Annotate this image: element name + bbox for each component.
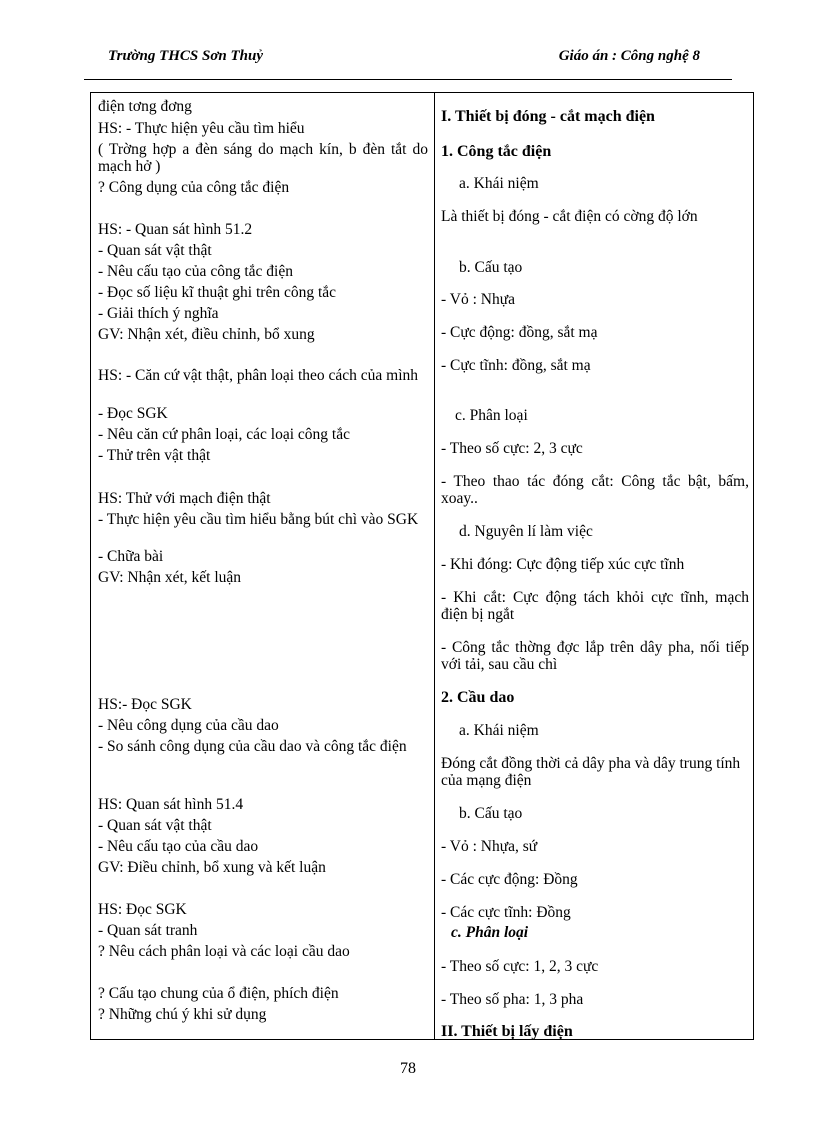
text-line: HS: Đọc SGK bbox=[98, 901, 187, 918]
text-line: HS: Thử với mạch điện thật bbox=[98, 490, 271, 507]
text-line: - Quan sát tranh bbox=[98, 922, 198, 939]
text-line: - Quan sát vật thật bbox=[98, 242, 212, 259]
column-divider bbox=[434, 93, 435, 1039]
header-subject: Giáo án : Công nghệ 8 bbox=[558, 48, 700, 64]
subheading: a. Khái niệm bbox=[459, 722, 539, 739]
text-line: ( Trờng hợp a đèn sáng do mạch kín, b đèn tắt do mạch hở ) bbox=[98, 141, 428, 175]
text-line: - Các cực tĩnh: Đồng bbox=[441, 904, 571, 921]
text-line: - Đọc SGK bbox=[98, 405, 168, 422]
text-line: - Khi đóng: Cực động tiếp xúc cực tĩnh bbox=[441, 556, 685, 573]
text-line: GV: Điều chỉnh, bổ xung và kết luận bbox=[98, 859, 326, 876]
text-line: - Các cực động: Đồng bbox=[441, 871, 578, 888]
section-heading: 1. Công tắc điện bbox=[441, 143, 552, 160]
text-line: - Vỏ : Nhựa bbox=[441, 291, 515, 308]
text-line: Là thiết bị đóng - cắt điện có cờng độ lớn bbox=[441, 208, 698, 225]
header-school: Trường THCS Sơn Thuỷ bbox=[108, 48, 263, 64]
subheading: c. Phân loại bbox=[455, 407, 528, 424]
page-number: 78 bbox=[400, 1060, 416, 1077]
text-line: - Nêu căn cứ phân loại, các loại công tắc bbox=[98, 426, 350, 443]
subheading: d. Nguyên lí làm việc bbox=[459, 523, 593, 540]
text-line: ? Những chú ý khi sử dụng bbox=[98, 1006, 267, 1023]
subheading: a. Khái niệm bbox=[459, 175, 539, 192]
text-line: HS:- Đọc SGK bbox=[98, 696, 192, 713]
text-line: - Nêu cấu tạo của cầu dao bbox=[98, 838, 259, 855]
text-line: - Theo số cực: 2, 3 cực bbox=[441, 440, 583, 457]
text-line: ? Công dụng của công tắc điện bbox=[98, 179, 290, 196]
text-line: ? Nêu cách phân loại và các loại cầu dao bbox=[98, 943, 350, 960]
text-line: ? Cấu tạo chung của ổ điện, phích điện bbox=[98, 985, 339, 1002]
text-line: - Giải thích ý nghĩa bbox=[98, 305, 219, 322]
text-line: - Công tắc thờng đợc lắp trên dây pha, nối tiếp với tải, sau cầu chì bbox=[441, 639, 749, 673]
text-line: HS: - Quan sát hình 51.2 bbox=[98, 221, 253, 238]
section-heading: I. Thiết bị đóng - cắt mạch điện bbox=[441, 108, 655, 125]
page-header bbox=[108, 48, 700, 72]
text-line: - Đọc số liệu kĩ thuật ghi trên công tắc bbox=[98, 284, 337, 301]
text-line: GV: Nhận xét, điều chỉnh, bổ xung bbox=[98, 326, 315, 343]
section-heading: II. Thiết bị lấy điện bbox=[441, 1023, 573, 1040]
text-line: - Nêu công dụng của cầu dao bbox=[98, 717, 279, 734]
text-line: - Khi cắt: Cực động tách khỏi cực tĩnh, mạch điện bị ngắt bbox=[441, 589, 749, 623]
text-line: - Nêu cấu tạo của công tắc điện bbox=[98, 263, 293, 280]
text-line: - Theo thao tác đóng cắt: Công tắc bật, bấm, xoay.. bbox=[441, 473, 749, 507]
text-line: điện tơng đơng bbox=[98, 98, 192, 115]
text-line: - Thử trên vật thật bbox=[98, 447, 211, 464]
text-line: - Chữa bài bbox=[98, 548, 164, 565]
section-heading: 2. Cầu dao bbox=[441, 689, 515, 706]
lesson-table bbox=[90, 92, 754, 1040]
text-line: - Cực tĩnh: đồng, sắt mạ bbox=[441, 357, 591, 374]
subheading: b. Cấu tạo bbox=[459, 259, 523, 276]
text-line: - Vỏ : Nhựa, sứ bbox=[441, 838, 538, 855]
subheading: b. Cấu tạo bbox=[459, 805, 523, 822]
text-line: HS: Quan sát hình 51.4 bbox=[98, 796, 244, 813]
text-line: - So sánh công dụng của cầu dao và công tắc điện bbox=[98, 738, 407, 755]
text-line: - Cực động: đồng, sắt mạ bbox=[441, 324, 598, 341]
text-line: Đóng cắt đồng thời cả dây pha và dây trung tính của mạng điện bbox=[441, 755, 741, 789]
text-line: HS: - Thực hiện yêu cầu tìm hiểu bbox=[98, 120, 305, 137]
text-line: HS: - Căn cứ vật thật, phân loại theo cách của mình bbox=[98, 367, 419, 384]
text-line: - Theo số pha: 1, 3 pha bbox=[441, 991, 584, 1008]
text-line: GV: Nhận xét, kết luận bbox=[98, 569, 242, 586]
text-line: - Quan sát vật thật bbox=[98, 817, 212, 834]
subheading: c. Phân loại bbox=[451, 924, 529, 941]
text-line: - Theo số cực: 1, 2, 3 cực bbox=[441, 958, 599, 975]
text-line: - Thực hiện yêu cầu tìm hiểu bằng bút chì vào SGK bbox=[98, 511, 419, 528]
header-rule bbox=[84, 79, 732, 80]
